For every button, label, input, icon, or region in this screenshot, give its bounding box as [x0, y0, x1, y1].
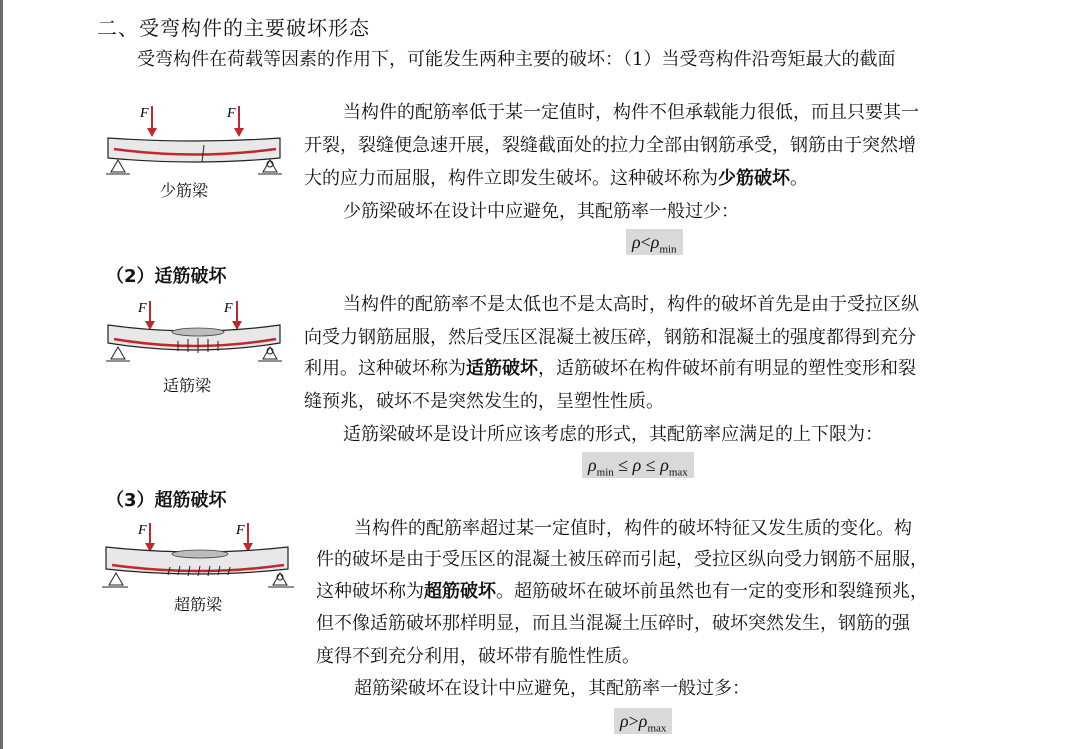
balanced-title: （2）适筋破坏	[106, 266, 227, 287]
balanced-beam-caption: 适筋梁	[163, 376, 212, 395]
over-line-3: 这种破坏称为超筋破坏。超筋破坏在破坏前虽然也有一定的变形和裂缝预兆，	[316, 581, 928, 602]
over-formula: $\rho>\rho_{max}$	[614, 708, 672, 734]
force-label-right: F	[236, 523, 245, 538]
support-left	[111, 160, 125, 172]
over-line-4: 但不像适筋破坏那样明显，而且当混凝土压碎时，破坏突然发生，钢筋的强	[316, 613, 910, 634]
support-left	[109, 573, 123, 585]
over-line-1: 当构件的配筋率超过某一定值时，构件的破坏特征又发生质的变化。构	[354, 518, 912, 539]
force-arrow-right	[232, 321, 242, 330]
balanced-line-1: 当构件的配筋率不是太低也不是太高时，构件的破坏首先是由于受拉区纵	[343, 294, 919, 315]
balanced-formula: $\rho_{min} \le \rho \le \rho_{max}$	[582, 452, 694, 478]
force-label-right: F	[224, 301, 233, 316]
force-label-left: F	[140, 106, 149, 121]
balanced-line-4: 缝预兆，破坏不是突然发生的，呈塑性性质。	[304, 391, 664, 412]
over-title: （3）超筋破坏	[106, 490, 227, 511]
under-line-3: 大的应力而屈服，构件立即发生破坏。这种破坏称为少筋破坏。	[304, 168, 808, 189]
beam-body	[108, 138, 280, 162]
over-line-2: 件的破坏是由于受压区的混凝土被压碎而引起，受拉区纵向受力钢筋不屈服，	[316, 549, 928, 570]
force-label-left: F	[138, 523, 147, 538]
over-line-5: 度得不到充分利用，破坏带有脆性性质。	[316, 646, 640, 667]
intro-text: 受弯构件在荷载等因素的作用下，可能发生两种主要的破坏：（1）当受弯构件沿弯矩最大的截面	[137, 49, 896, 70]
support-left	[111, 347, 125, 359]
under-line-1: 当构件的配筋率低于某一定值时，构件不但承载能力很低，而且只要其一	[343, 102, 919, 123]
balanced-line-2: 向受力钢筋屈服，然后受压区混凝土被压碎，钢筋和混凝土的强度都得到充分	[304, 327, 916, 348]
compression-zone	[172, 550, 228, 558]
over-reinforced-beam-figure	[98, 517, 298, 599]
page-left-border	[0, 0, 3, 749]
force-arrowhead-left	[147, 128, 157, 137]
section-heading: 二、受弯构件的主要破坏形态	[97, 16, 370, 40]
under-note: 少筋梁破坏在设计中应避免，其配筋率一般过少：	[343, 201, 739, 222]
balanced-beam-figure	[100, 295, 290, 375]
balanced-note: 适筋梁破坏是设计所应该考虑的形式，其配筋率应满足的上下限为：	[343, 424, 883, 445]
over-note: 超筋梁破坏在设计中应避免，其配筋率一般过多：	[354, 678, 750, 699]
under-beam-caption: 少筋梁	[160, 181, 209, 200]
force-label-left: F	[138, 301, 147, 316]
under-line-2: 开裂，裂缝便急速开展，裂缝截面处的拉力全部由钢筋承受，钢筋由于突然增	[304, 135, 916, 156]
compression-zone	[172, 328, 224, 336]
force-label-right: F	[227, 106, 236, 121]
under-bold-term: 少筋破坏	[718, 168, 790, 189]
balanced-line-3: 利用。这种破坏称为适筋破坏，适筋破坏在构件破坏前有明显的塑性变形和裂	[304, 358, 916, 379]
over-beam-caption: 超筋梁	[174, 595, 223, 614]
force-arrowhead-right	[234, 128, 244, 137]
under-formula: $\rho<\rho_{min}$	[626, 229, 683, 255]
over-bold-term: 超筋破坏	[424, 581, 496, 602]
balanced-bold-term: 适筋破坏	[466, 358, 538, 379]
